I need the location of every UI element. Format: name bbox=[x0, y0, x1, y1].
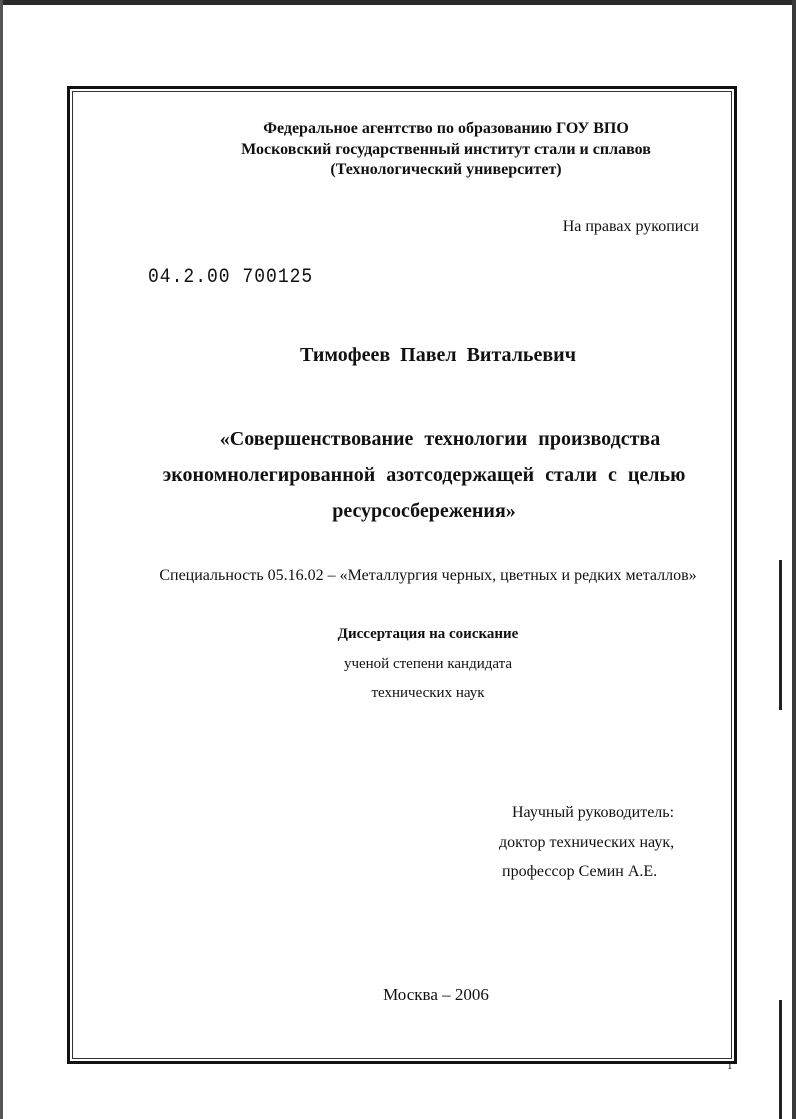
library-stamp-number: 04.2.00 700125 bbox=[148, 266, 314, 289]
scan-edge-left bbox=[0, 0, 3, 1119]
dissertation-line-3: технических наук bbox=[371, 685, 485, 701]
specialty-line: Специальность 05.16.02 – «Металлургия черных, цветных и редких металлов» bbox=[159, 567, 697, 584]
organization-line-2: Московский государственный институт стали и сплавов bbox=[241, 141, 651, 158]
supervisor-degree: доктор технических наук, bbox=[499, 834, 675, 851]
thesis-title-line-2: экономнолегированной азотсодержащей стали с целью bbox=[162, 464, 686, 486]
author-name: Тимофеев Павел Витальевич bbox=[300, 344, 576, 366]
thesis-title-line-1: «Совершенствование технологии производства bbox=[219, 428, 661, 450]
thesis-title-line-3: ресурсосбережения» bbox=[332, 500, 516, 522]
dissertation-line-2: ученой степени кандидата bbox=[343, 656, 513, 672]
page-number: 1 bbox=[727, 1060, 733, 1072]
supervisor-name: профессор Семин А.Е. bbox=[502, 863, 658, 880]
scan-smudge bbox=[779, 1000, 782, 1119]
organization-line-1: Федеральное агентство по образованию ГОУ ВПО bbox=[263, 120, 629, 137]
manuscript-rights-note: На правах рукописи bbox=[562, 218, 699, 235]
dissertation-line-1: Диссертация на соискание bbox=[337, 626, 519, 642]
scan-edge-top bbox=[0, 0, 796, 5]
organization-line-3: (Технологический университет) bbox=[330, 161, 562, 178]
city-year: Москва – 2006 bbox=[383, 985, 489, 1004]
supervisor-label: Научный руководитель: bbox=[512, 804, 675, 821]
